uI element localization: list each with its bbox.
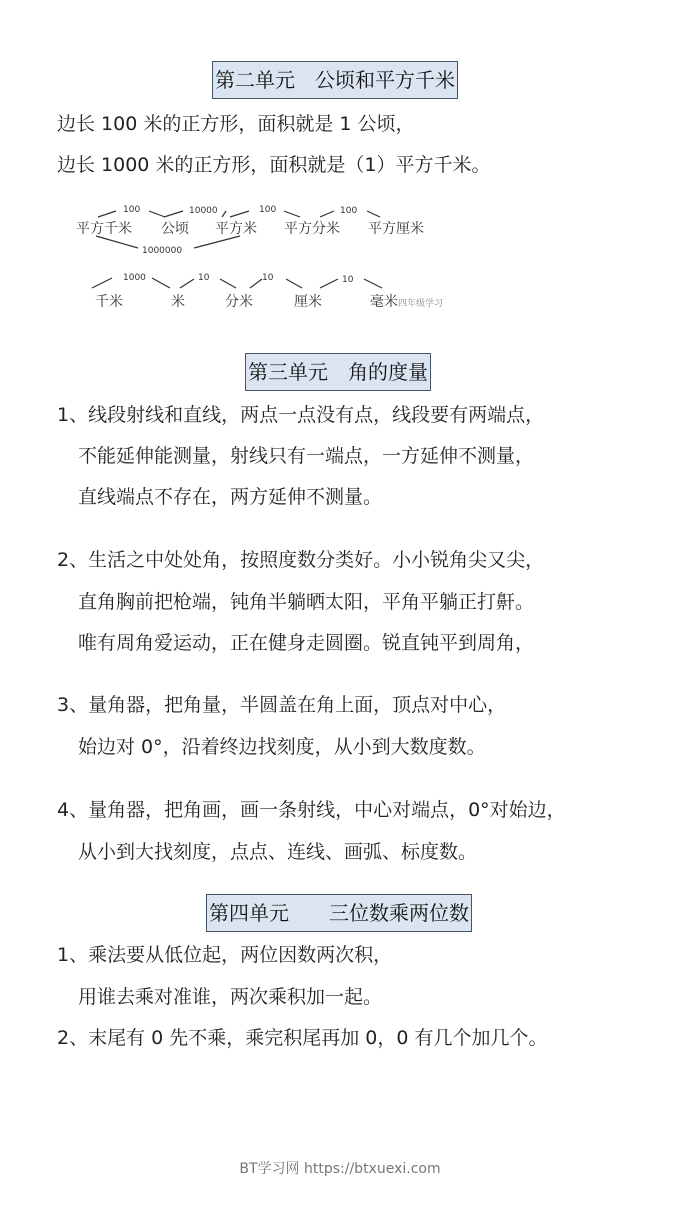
area-unit-4: 平方分米 [284,221,340,237]
unit4-line-3: 2、末尾有 0 先不乘，乘完积尾再加 0，0 有几个加几个。 [57,1027,548,1049]
area-long-rate: 1000000 [142,246,183,256]
area-rate-1: 100 [123,205,141,215]
area-unit-5: 平方厘米 [368,221,424,237]
unit3-line-3: 直线端点不存在，两方延伸不测量。 [78,486,383,508]
unit3-line-2: 不能延伸能测量，射线只有一端点，一方延伸不测量， [78,445,535,467]
unit2-line-1: 边长 100 米的正方形，面积就是 1 公顷， [57,113,415,135]
unit3-line-5: 直角胸前把枪端，钝角半躺晒太阳，平角平躺正打鼾。 [78,591,535,613]
unit2-heading: 第二单元 公顷和平方千米 [212,61,458,99]
unit3-heading: 第三单元 角的度量 [245,353,431,391]
area-unit-2: 公顷 [161,221,189,237]
unit4-line-1: 1、乘法要从低位起，两位因数两次积， [57,944,393,966]
length-unit-1: 千米 [95,294,123,310]
watermark-text: 四年级学习 [398,299,444,309]
unit-conversion-diagram [0,200,680,320]
length-unit-5: 毫米 [370,294,398,310]
page-footer: BT学习网 https://btxuexi.com [239,1161,441,1177]
unit3-line-8: 始边对 0°，沿着终边找刻度，从小到大数度数。 [78,736,486,758]
area-unit-1: 平方千米 [76,221,132,237]
unit3-line-9: 4、量角器，把角画，画一条射线，中心对端点，0°对始边， [57,799,566,821]
unit3-line-7: 3、量角器，把角量，半圆盖在角上面，顶点对中心， [57,694,507,716]
area-unit-3: 平方米 [215,221,257,237]
length-unit-4: 厘米 [294,294,322,310]
unit3-line-4: 2、生活之中处处角，按照度数分类好。小小锐角尖又尖， [57,549,545,571]
length-rate-3: 10 [262,273,274,283]
area-rate-4: 100 [340,206,358,216]
unit4-line-2: 用谁去乘对准谁，两次乘积加一起。 [78,986,383,1008]
length-unit-3: 分米 [225,294,253,310]
length-rate-4: 10 [342,275,354,285]
area-rate-2: 10000 [189,206,218,216]
unit3-line-10: 从小到大找刻度，点点、连线、画弧、标度数。 [78,841,478,863]
unit4-heading: 第四单元 三位数乘两位数 [206,894,472,932]
area-rate-3: 100 [259,205,277,215]
unit3-line-6: 唯有周角爱运动，正在健身走圆圈。锐直钝平到周角， [78,632,535,654]
unit3-line-1: 1、线段射线和直线，两点一点没有点，线段要有两端点， [57,404,545,426]
length-unit-2: 米 [171,294,185,310]
length-rate-1: 1000 [123,273,146,283]
unit2-line-2: 边长 1000 米的正方形，面积就是（1）平方千米。 [57,154,491,176]
length-rate-2: 10 [198,273,210,283]
